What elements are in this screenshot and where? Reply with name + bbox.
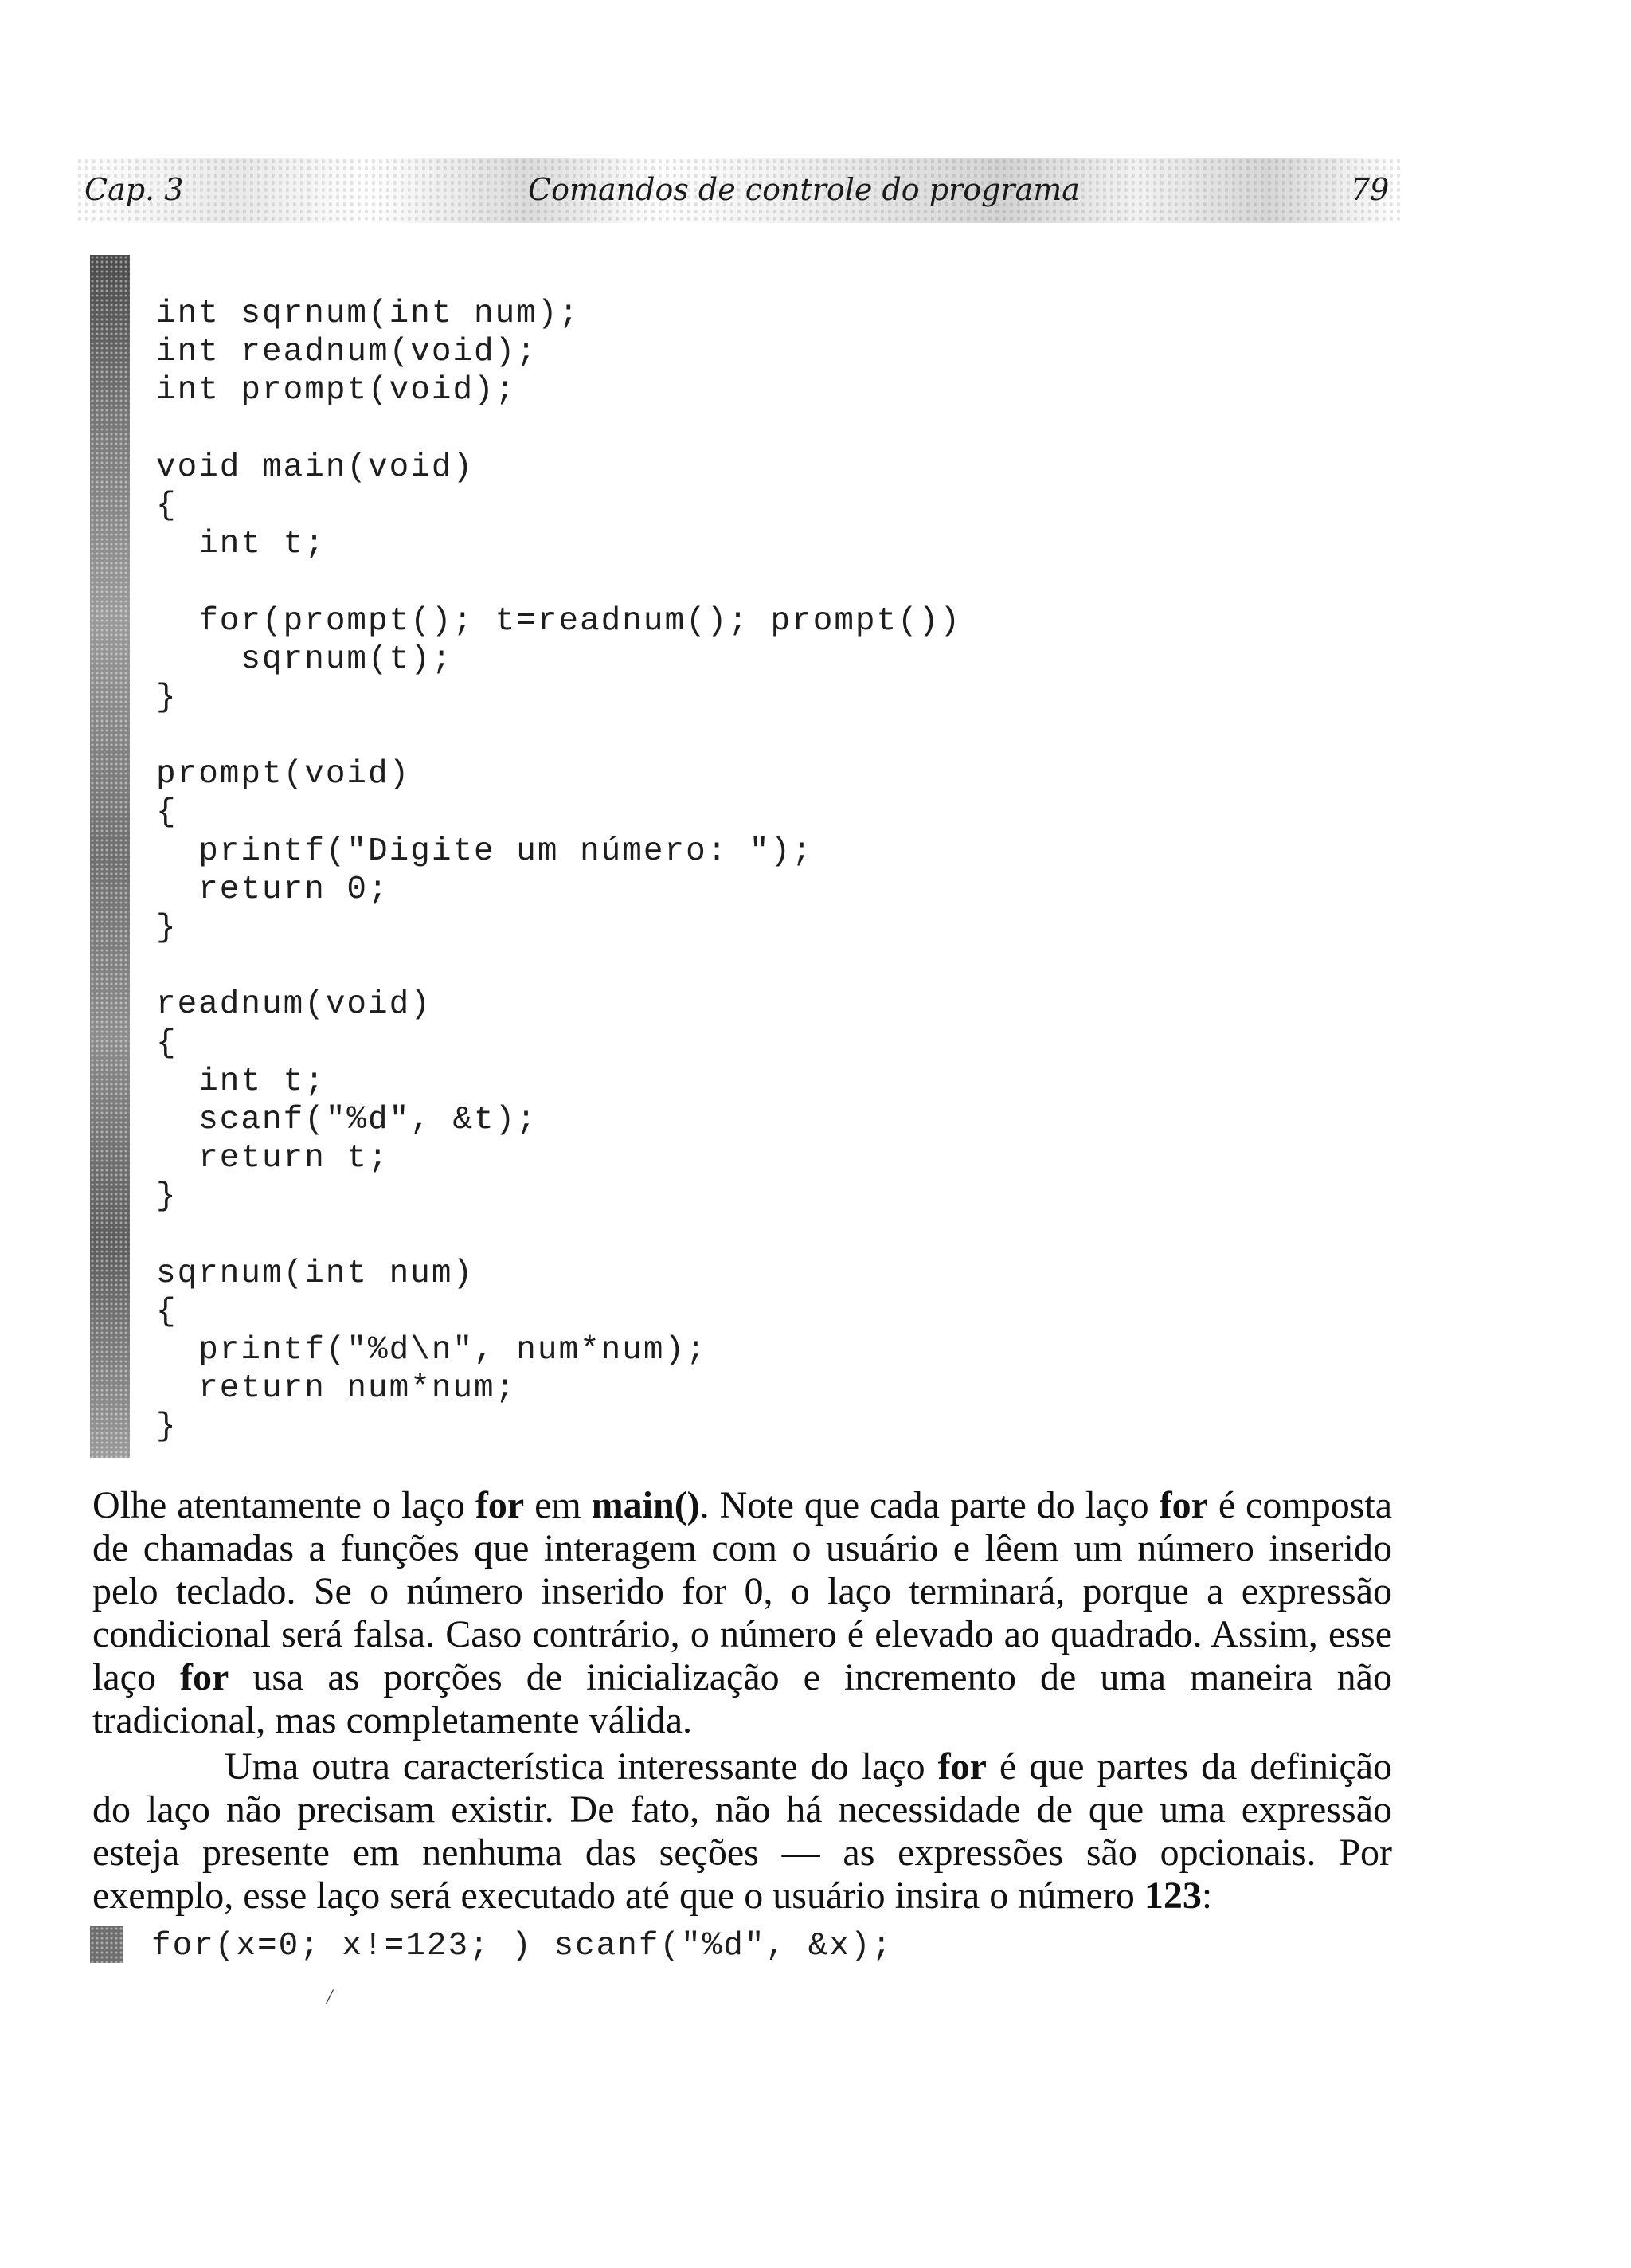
code-line: } [156, 679, 178, 716]
code-line: } [156, 1408, 178, 1446]
code-line: prompt(void) [156, 756, 411, 793]
bold-term: for [1159, 1484, 1208, 1526]
paragraph-text: é composta de chamadas a funções que interagem com o usuário e lêem um número inserido pelo teclado. Se o número inserido for 0, o laço terminará, porque a expressão condicional será falsa. Caso contrário, o número é elevado ao quadrado. Assim, esse laço [92, 1484, 1393, 1698]
chapter-label: Cap. 3 [84, 172, 184, 207]
code-line: return 0; [156, 871, 389, 908]
code-line: int t; [156, 1063, 326, 1100]
code-example: for(x=0; x!=123; ) scanf("%d", &x); [151, 1928, 894, 1964]
paragraph-text: é que partes da definição do laço não precisam existir. De fato, não há necessidade de que uma expressão esteja presente em nenhuma das seções — as expressões são opcionais. Por exemplo, esse laço será executado até que o usuário insira o número [92, 1745, 1392, 1917]
bold-term: 123 [1144, 1874, 1202, 1917]
code-listing-bar [90, 255, 130, 1458]
code-line: int readnum(void); [156, 334, 538, 371]
code-line: return num*num; [156, 1370, 517, 1408]
bold-term: for [180, 1656, 229, 1698]
code-line: sqrnum(t); [156, 640, 453, 678]
code-line: } [156, 910, 178, 946]
code-line: int prompt(void); [156, 372, 517, 409]
code-line: return t; [156, 1140, 389, 1177]
code-line: { [156, 487, 178, 524]
code-line [156, 1216, 961, 1255]
bold-term: for [475, 1484, 525, 1526]
code-line: sqrnum(int num) [156, 1255, 475, 1292]
paragraph-text: . Note que cada parte do laço [699, 1484, 1160, 1526]
bold-term: for [937, 1745, 987, 1788]
code-line: int t; [156, 526, 326, 563]
body-paragraph-2 [92, 1745, 1392, 1917]
code-line: { [156, 1293, 178, 1330]
code-line: printf("Digite um número: "); [156, 832, 813, 870]
code-example-bar [90, 1926, 123, 1963]
code-line: } [156, 1178, 178, 1216]
code-line [156, 947, 961, 985]
page-number: 79 [1351, 172, 1390, 207]
code-line: printf("%d\n", num*num); [156, 1332, 707, 1369]
paragraph-text: Olhe atentamente o laço [92, 1484, 475, 1526]
code-line: readnum(void) [156, 986, 432, 1024]
bold-term: main() [591, 1484, 700, 1526]
code-listing [156, 295, 961, 1447]
code-line: for(prompt(); t=readnum(); prompt()) [156, 602, 961, 640]
body-paragraph-1 [92, 1484, 1392, 1742]
stray-mark: / [327, 1985, 333, 2008]
paragraph-text: Uma outra característica interessante do laço [225, 1745, 938, 1788]
paragraph-text: usa as porções de inicialização e incremento de uma maneira não tradicional, mas completamente válida. [92, 1656, 1392, 1741]
code-line: void main(void) [156, 449, 475, 486]
code-line [156, 410, 961, 449]
code-line [156, 563, 961, 601]
running-header [78, 158, 1400, 223]
code-line: int sqrnum(int num); [156, 296, 581, 332]
chapter-title: Comandos de controle do programa [528, 172, 1080, 207]
code-line [156, 717, 961, 755]
paragraph-text: : [1201, 1874, 1213, 1917]
code-line: { [156, 1024, 178, 1062]
paragraph-text: em [524, 1484, 592, 1526]
code-line: scanf("%d", &t); [156, 1101, 538, 1138]
code-line: { [156, 794, 178, 832]
